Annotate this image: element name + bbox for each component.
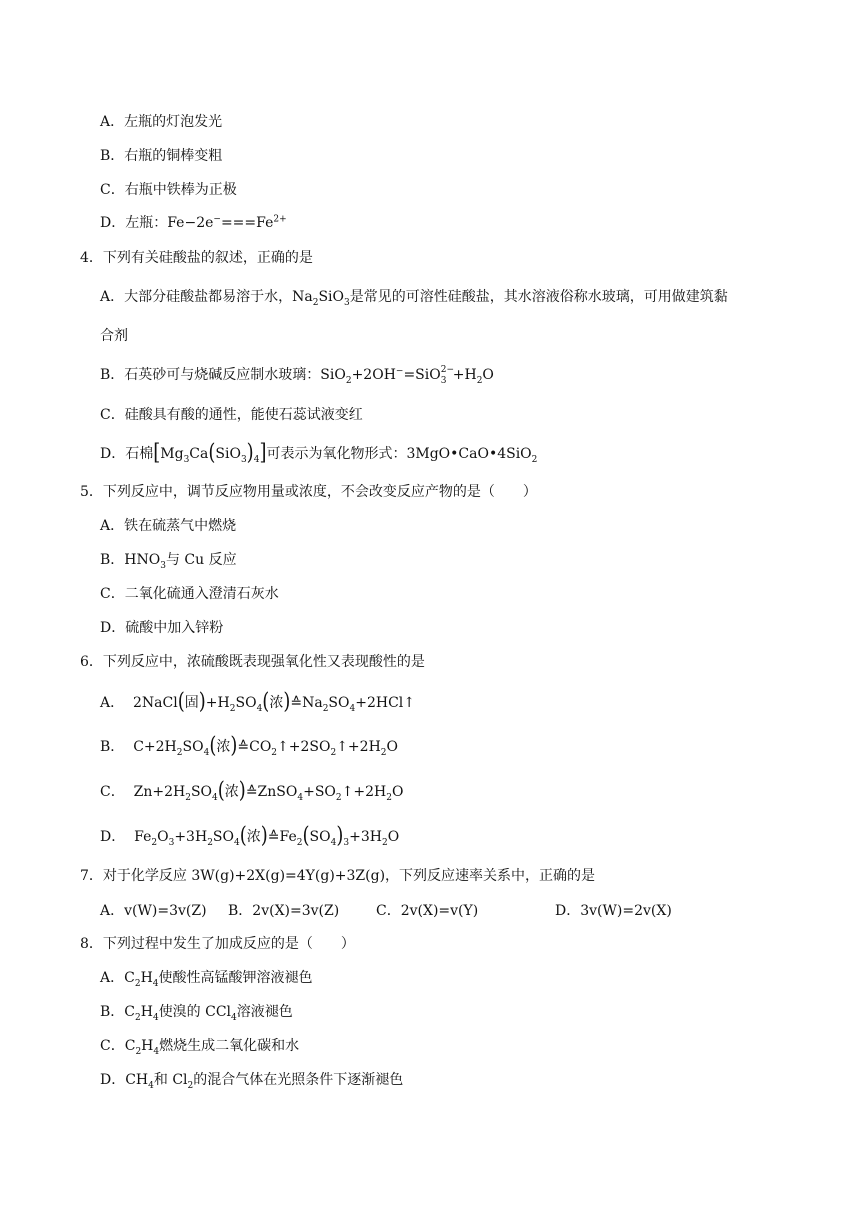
q4-option-b: B．石英砂可与烧碱反应制水玻璃：SiO$_2$+2OH−=SiO 2− 3 $+H_2O$ bbox=[100, 365, 494, 386]
q8-stem: 8．下列过程中发生了加成反应的是（ ） bbox=[80, 936, 355, 952]
q3-option-c: C．右瓶中铁棒为正极 bbox=[100, 182, 237, 198]
q6-stem: 6．下列反应中，浓硫酸既表现强氧化性又表现酸性的是 bbox=[80, 654, 425, 670]
q6-option-a-equation: 2NaCl(固)$+H_2SO_4$(浓)$≙Na_2SO_4+2HCl↑$ bbox=[128, 688, 416, 715]
q3-option-d: D．左瓶：$Fe-2e^-===Fe^{2+}$ bbox=[100, 214, 287, 231]
q7-stem: 7．对于化学反应 3W(g)+2X(g)=4Y(g)+3Z(g)，下列反应速率关系中，正确的是 bbox=[80, 868, 596, 884]
q5-option-a: A．铁在硫蒸气中燃烧 bbox=[100, 518, 237, 534]
q4-option-a-line2: 合剂 bbox=[100, 328, 128, 344]
q4-option-a-line1: A．大部分硅酸盐都易溶于水，$Na_2SiO_3$是常见的可溶性硅酸盐，其水溶液俗称水玻璃，可用做建筑黏 bbox=[100, 289, 728, 308]
q5-stem: 5．下列反应中，调节反应物用量或浓度，不会改变反应产物的是（ ） bbox=[80, 484, 537, 500]
q5-option-c: C．二氧化硫通入澄清石灰水 bbox=[100, 586, 279, 602]
q4-option-d: D．石棉$[Mg_3Ca(SiO_3)_4]$可表示为氧化物形式：3MgO•CaO•4SiO$_2$ bbox=[100, 439, 538, 466]
q6-option-d-equation: $Fe_2O_3+3H_2SO_4$(浓)$≙Fe_2(SO_4)_3+3H_2O$ bbox=[129, 822, 400, 849]
q7-option-d: D．3v(W)=2v(X) bbox=[555, 903, 672, 919]
q3-option-a: A．左瓶的灯泡发光 bbox=[100, 114, 223, 130]
q6-option-b-equation: $C+2H_2SO_4$(浓)$≙CO_2↑+2SO_2↑+2H_2O$ bbox=[128, 732, 398, 759]
q7-option-c: C．2v(X)=v(Y) bbox=[376, 903, 479, 919]
q4-stem: 4．下列有关硅酸盐的叙述，正确的是 bbox=[80, 250, 313, 266]
q8-option-b: B．$C_2H_4$使溴的 CCl$_4$溶液褪色 bbox=[100, 1004, 293, 1023]
q4-option-c: C．硅酸具有酸的通性，能使石蕊试液变红 bbox=[100, 407, 363, 423]
q7-options bbox=[100, 901, 672, 921]
q6-option-c: C． $Zn+2H_2SO_4$(浓)$≙ZnSO_4+SO_2↑+2H_2O$ bbox=[100, 777, 404, 804]
q6-option-d: D． $Fe_2O_3+3H_2SO_4$(浓)$≙Fe_2(SO_4)_3+3H_2O$ bbox=[100, 822, 400, 849]
q5-option-d: D．硫酸中加入锌粉 bbox=[100, 620, 224, 636]
q8-option-c: C．$C_2H_4$燃烧生成二氧化碳和水 bbox=[100, 1038, 300, 1057]
q6-option-b: B． $C+2H_2SO_4$(浓)$≙CO_2↑+2SO_2↑+2H_2O$ bbox=[100, 732, 398, 759]
q6-option-a: A． 2NaCl(固)$+H_2SO_4$(浓)$≙Na_2SO_4+2HCl↑$ bbox=[100, 688, 416, 715]
q3-option-b: B．右瓶的铜棒变粗 bbox=[100, 148, 223, 164]
q8-option-d: D．$CH_4$和 $Cl_2$的混合气体在光照条件下逐渐褪色 bbox=[100, 1072, 404, 1091]
q8-option-a: A．$C_2H_4$使酸性高锰酸钾溶液褪色 bbox=[100, 970, 313, 989]
q5-option-b: B．$HNO_3$与 Cu 反应 bbox=[100, 552, 237, 571]
q6-option-c-equation: $Zn+2H_2SO_4$(浓)$≙ZnSO_4+SO_2↑+2H_2O$ bbox=[129, 777, 404, 804]
q7-option-a: A．v(W)=3v(Z) bbox=[100, 903, 207, 919]
q7-option-b: B．2v(X)=3v(Z) bbox=[228, 903, 340, 919]
